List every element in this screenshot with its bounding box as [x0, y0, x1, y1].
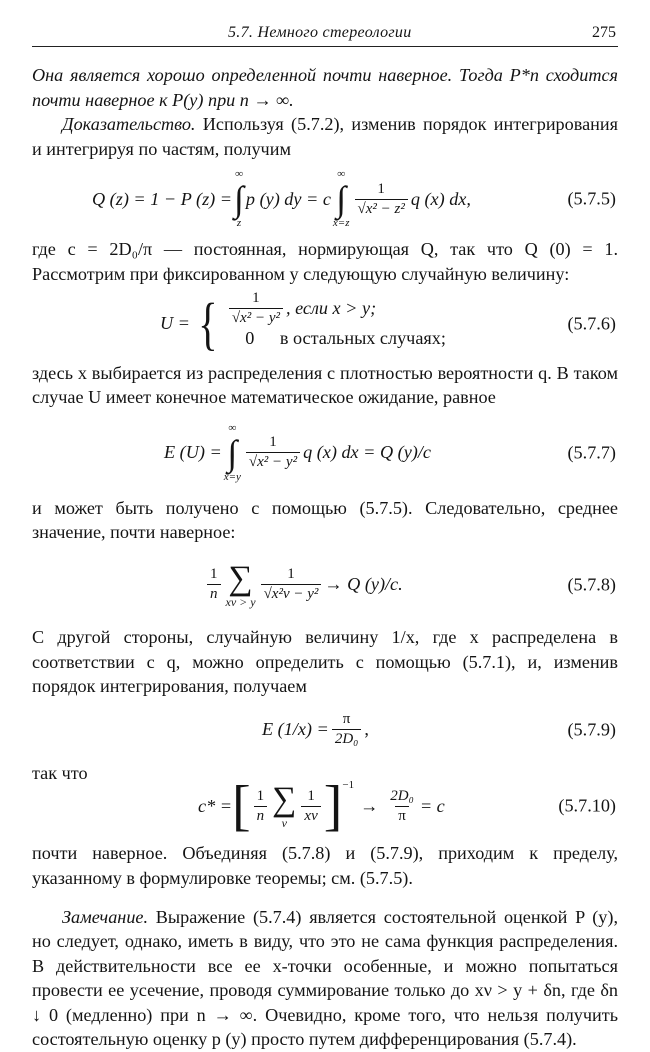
case-row: [226, 324, 446, 354]
eq-5-7-7-lhs: E (U) =: [164, 442, 222, 463]
paragraph-other-side: С другой стороны, случайную величину 1/x, где x распределена в соответствии с q, можно определить с помощью (5.7.1), и, изменив порядок интегрирования, получаем: [32, 625, 618, 699]
equation-5-7-9: [32, 699, 618, 761]
paragraph-conclusion: почти наверное. Объединяя (5.7.8) и (5.7.9), приходим к пределу, указанному в формулировке теоремы; см. (5.7.5).: [32, 841, 618, 890]
right-bracket: ]: [324, 778, 343, 834]
cases: [226, 294, 446, 354]
arrow: →: [360, 796, 378, 817]
equation-5-7-5: [32, 161, 618, 237]
case-row: [226, 294, 446, 324]
fraction: [246, 434, 300, 471]
denominator: π: [395, 806, 409, 825]
paragraph-choice: здесь x выбирается из распределения с плотностью вероятности q. В таком случае U имеет конечное математическое ожидание, равное: [32, 361, 618, 410]
eq-5-7-7-tail: q (x) dx = Q (y)/c: [303, 442, 431, 463]
numerator: 1: [266, 434, 280, 452]
sigma-symbol: ∑: [272, 783, 296, 817]
left-brace: {: [198, 295, 217, 353]
equation-5-7-8: [32, 545, 618, 625]
paragraph-constant: где c = 2D₀/π — постоянная, нормирующая Q, так что Q (0) = 1. Рассмотрим при фиксированном y следующую случайную величину:: [32, 237, 618, 286]
proof-label: Доказательство.: [62, 114, 195, 134]
integral-symbol: ∫: [227, 434, 237, 472]
case-value: 0: [226, 328, 274, 349]
numerator: 1: [374, 181, 388, 199]
denominator: xν: [301, 806, 320, 825]
summation: [226, 562, 256, 608]
denominator: √x² − z²: [355, 199, 408, 218]
remark-text: Выражение (5.7.4) является состоятельной оценкой P (y), но следует, однако, иметь в виду, что это не сама функция распределения. В действительности все ее x-точки особенные, и можно попытаться провести ее усечение, проводя суммирование только до xν > y + δn, где δn ↓ 0 (медленно) при n → ∞. Очевидно, кроме того, что нельзя получить состоятельную оценку p (y) просто путем дифференцирования (5.7.4).: [32, 907, 618, 1050]
proof-intro-text: Используя (5.7.2), изменив порядок интегрирования и интегрируя по частям, получим: [32, 114, 618, 159]
theorem-conclusion: Она является хорошо определенной почти наверное. Тогда P*n сходится почти наверное к P(y) при n → ∞.: [32, 63, 618, 112]
int-lower-limit: x=y: [224, 472, 241, 483]
fraction: [254, 788, 268, 825]
numerator: π: [340, 711, 354, 729]
eq-5-7-6-lhs: U =: [160, 313, 190, 334]
eq-5-7-10-lhs: c* =: [198, 796, 232, 817]
int-upper-limit: ∞: [337, 169, 345, 180]
eq-5-7-9-tail: ,: [364, 719, 369, 740]
denominator: n: [254, 806, 268, 825]
numerator: 1: [254, 788, 268, 806]
running-header: [32, 22, 618, 47]
eq-5-7-5-lhs: Q (z) = 1 − P (z) =: [92, 189, 232, 210]
eq-5-7-5-middle: p (y) dy = c: [246, 189, 331, 210]
fraction: [301, 788, 320, 825]
paragraph-so: так что: [32, 761, 618, 786]
remark-label: Замечание.: [62, 907, 148, 927]
integral-symbol: ∫: [336, 180, 346, 218]
denominator: 2D₀: [332, 729, 362, 748]
summation: [272, 783, 296, 829]
eq-5-7-8-tail: → Q (y)/c.: [324, 574, 402, 595]
numerator: 1: [284, 566, 298, 584]
proof-intro: [32, 112, 618, 161]
equation-5-7-10: [32, 771, 618, 841]
denominator: √x²ν − y²: [261, 584, 322, 603]
running-title: 5.7. Немного стереологии: [228, 24, 412, 42]
equation-number: (5.7.5): [568, 189, 617, 210]
denominator: √x² − y²: [229, 308, 283, 327]
sum-lower-limit: ν: [282, 817, 287, 829]
int-lower-limit: x=z: [333, 218, 350, 229]
equation-number: (5.7.10): [558, 796, 616, 817]
case-condition: , если x > y;: [286, 298, 376, 319]
int-upper-limit: ∞: [235, 169, 243, 180]
exponent: −1: [342, 779, 354, 791]
equation-number: (5.7.7): [568, 442, 617, 463]
fraction: [355, 181, 408, 218]
numerator: 2D₀: [387, 788, 417, 806]
equation-number: (5.7.8): [568, 574, 617, 595]
sigma-symbol: ∑: [228, 562, 252, 596]
page-number: 275: [592, 24, 616, 42]
int-lower-limit: z: [237, 218, 241, 229]
case-condition: в остальных случаях;: [280, 328, 446, 349]
numerator: 1: [249, 290, 263, 308]
equation-number: (5.7.9): [568, 719, 617, 740]
denominator: n: [207, 584, 221, 603]
fraction: [207, 566, 221, 603]
eq-5-7-5-tail: q (x) dx,: [411, 189, 471, 210]
eq-5-7-9-lhs: E (1/x) =: [262, 719, 329, 740]
numerator: 1: [304, 788, 318, 806]
denominator: √x² − y²: [246, 452, 300, 471]
equation-number: (5.7.6): [568, 313, 617, 334]
left-bracket: [: [232, 778, 251, 834]
fraction: [261, 566, 322, 603]
fraction: [332, 711, 362, 748]
page: [32, 22, 618, 1052]
integral-sign: [224, 423, 241, 483]
equation-5-7-6: [32, 287, 618, 361]
integral-symbol: ∫: [234, 180, 244, 218]
eq-5-7-10-tail: = c: [420, 796, 445, 817]
sum-lower-limit: xν > y: [226, 596, 256, 608]
paragraph-mean: и может быть получено с помощью (5.7.5). Следовательно, среднее значение, почти наверное:: [32, 496, 618, 545]
numerator: 1: [207, 566, 221, 584]
int-upper-limit: ∞: [228, 423, 236, 434]
fraction: [229, 290, 283, 327]
equation-5-7-7: [32, 410, 618, 496]
fraction: [387, 788, 417, 825]
remark: [32, 905, 618, 1052]
integral-sign: [333, 169, 350, 229]
integral-sign: [234, 169, 244, 229]
